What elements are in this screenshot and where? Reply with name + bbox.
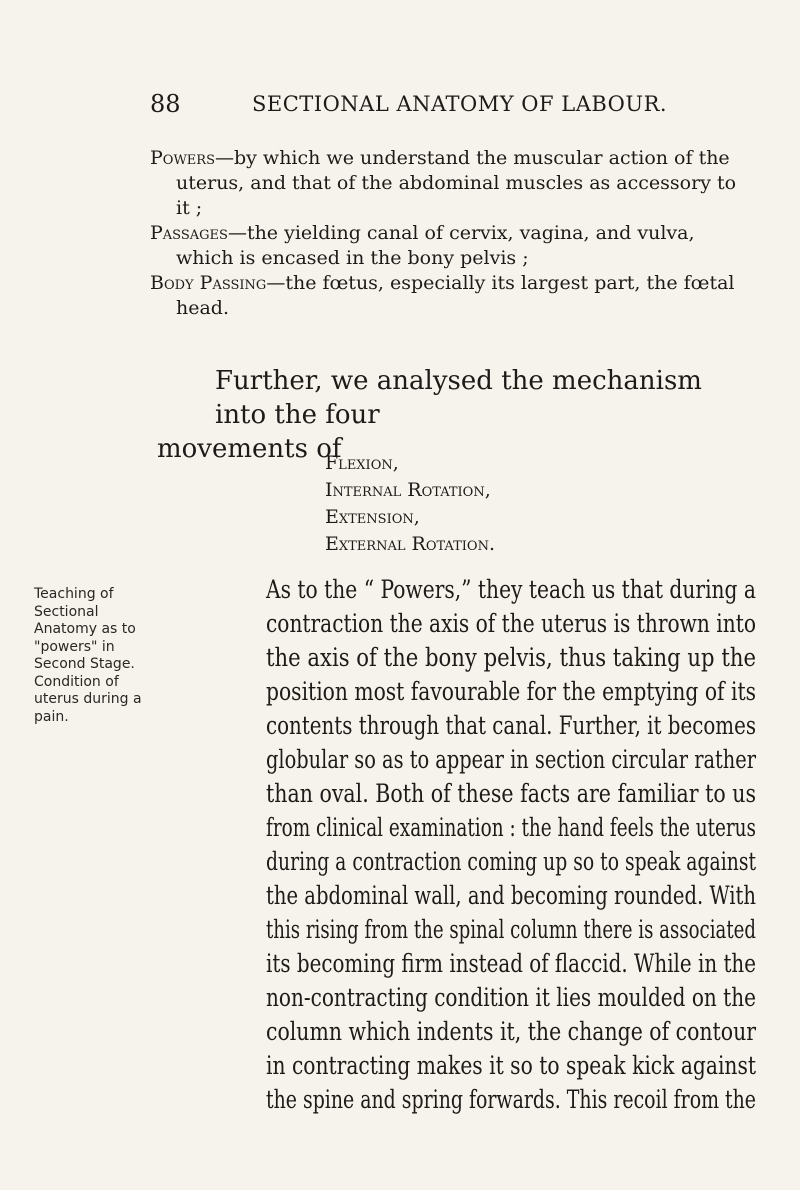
movement-item: Extension, bbox=[325, 506, 420, 528]
movement-item: Internal Rotation, bbox=[325, 479, 491, 501]
paragraph-line: in contracting makes it so to speak kick against bbox=[266, 1051, 756, 1080]
definition-item bbox=[150, 271, 750, 321]
main-paragraph bbox=[266, 573, 756, 1117]
paragraph-line: column which indents it, the change of contour bbox=[266, 1017, 756, 1046]
paragraph-line: position most favourable for the emptying of its bbox=[266, 677, 756, 706]
paragraph-line: contents through that canal. Further, it becomes bbox=[266, 711, 756, 740]
definition-item bbox=[150, 146, 750, 221]
paragraph-line: than oval. Both of these facts are familiar to us bbox=[266, 779, 756, 808]
paragraph-line: the abdominal wall, and becoming rounded. With bbox=[266, 881, 756, 910]
paragraph-line: this rising from the spinal column there is associated bbox=[266, 915, 756, 944]
paragraph-line: As to the “ Powers,” they teach us that during a bbox=[266, 575, 756, 604]
intro-line: movements of bbox=[157, 434, 342, 464]
movements-list bbox=[325, 450, 495, 558]
page-number: 88 bbox=[150, 90, 181, 118]
movement-item: External Rotation. bbox=[325, 533, 495, 555]
paragraph-line: the axis of the bony pelvis, thus taking up the bbox=[266, 643, 756, 672]
movement-item: Flexion, bbox=[325, 452, 399, 474]
paragraph-line: contraction the axis of the uterus is thrown into bbox=[266, 609, 756, 638]
margin-note: Teaching of Sectional Anatomy as to "powers" in Second Stage. Condition of uterus during a pain. bbox=[34, 586, 142, 725]
definition-text: —by which we understand the muscular action of the uterus, and that of the abdominal muscles as accessory to it ; bbox=[176, 147, 737, 219]
page-header bbox=[0, 90, 800, 120]
paragraph-line: during a contraction coming up so to speak against bbox=[266, 847, 756, 876]
definition-term: Powers bbox=[150, 147, 215, 169]
definition-term: Body Passing bbox=[150, 272, 267, 294]
definition-item bbox=[150, 221, 750, 271]
definition-list bbox=[150, 146, 750, 321]
paragraph-line: the spine and spring forwards. This recoil from the bbox=[266, 1085, 756, 1114]
paragraph-line: globular so as to appear in section circular rather bbox=[266, 745, 756, 774]
definition-text: —the yielding canal of cervix, vagina, and vulva, which is encased in the bony pelvis ; bbox=[176, 222, 695, 269]
paragraph-line: non-contracting condition it lies moulded on the bbox=[266, 983, 756, 1012]
definition-term: Passages bbox=[150, 222, 228, 244]
paragraph-line: from clinical examination : the hand feels the uterus bbox=[266, 813, 756, 842]
paragraph-line: its becoming firm instead of flaccid. While in the bbox=[266, 949, 756, 978]
intro-line: Further, we analysed the mechanism into the four bbox=[215, 366, 702, 430]
definition-text: —the fœtus, especially its largest part, the fœtal head. bbox=[176, 272, 735, 319]
running-head: SECTIONAL ANATOMY OF LABOUR. bbox=[252, 92, 668, 116]
